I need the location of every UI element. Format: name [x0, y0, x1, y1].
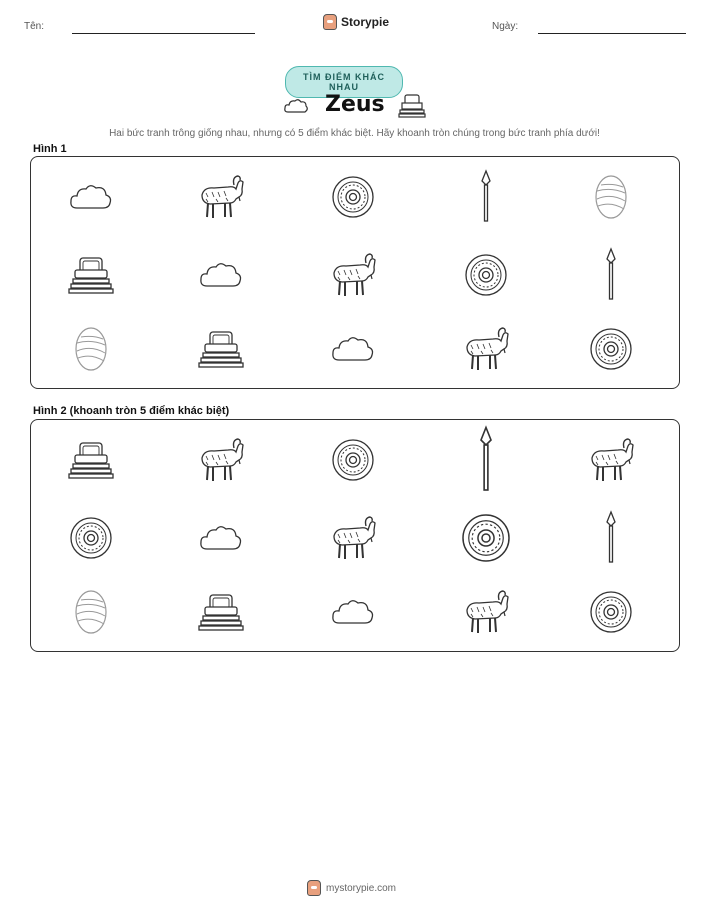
throne-icon[interactable]: [197, 592, 245, 632]
goat-icon[interactable]: [461, 588, 511, 636]
wool-ball-icon[interactable]: [73, 588, 109, 636]
shield-icon[interactable]: [330, 437, 376, 483]
logo-text: Storypie: [341, 15, 390, 29]
storypie-logo: [323, 14, 389, 30]
cloud-icon[interactable]: [198, 258, 244, 292]
shield-icon[interactable]: [330, 174, 376, 220]
shield-icon[interactable]: [588, 589, 634, 635]
goat-icon[interactable]: [328, 251, 378, 299]
wool-ball-icon[interactable]: [73, 325, 109, 373]
footer-mascot-icon: [307, 880, 321, 896]
goat-icon[interactable]: [461, 325, 511, 373]
spear-icon[interactable]: [601, 510, 621, 566]
date-label: Ngày:: [492, 21, 519, 32]
activity-tag: TÌM ĐIỂM KHÁC NHAU: [285, 66, 403, 98]
cloud-icon[interactable]: [68, 180, 114, 214]
throne-icon[interactable]: [197, 329, 245, 369]
shield-icon[interactable]: [460, 512, 513, 565]
spear-icon[interactable]: [601, 247, 621, 303]
instructions: Hai bức tranh trông giống nhau, nhưng có 5 điểm khác biệt. Hãy khoanh tròn chúng trong bức tranh phía dưới!: [109, 128, 600, 139]
spear-icon[interactable]: [474, 425, 499, 495]
title-cloud-icon: [283, 96, 309, 116]
name-label: Tên:: [24, 21, 45, 32]
throne-icon[interactable]: [67, 440, 115, 480]
panel-2-label: Hình 2 (khoanh tròn 5 điểm khác biệt): [33, 405, 230, 417]
footer: [307, 880, 396, 896]
cloud-icon[interactable]: [330, 595, 376, 629]
goat-icon[interactable]: [196, 436, 246, 484]
panel-1-label: Hình 1: [33, 143, 67, 155]
panel-1[interactable]: [30, 156, 680, 389]
shield-icon[interactable]: [463, 252, 509, 298]
mascot-icon: [323, 14, 337, 30]
footer-site[interactable]: mystorypie.com: [326, 882, 397, 894]
goat-icon[interactable]: [328, 514, 378, 562]
worksheet-title: Zeus: [325, 92, 385, 117]
goat-icon[interactable]: [196, 173, 246, 221]
title-throne-icon: [398, 93, 426, 119]
shield-icon[interactable]: [68, 515, 114, 561]
shield-icon[interactable]: [588, 326, 634, 372]
cloud-icon[interactable]: [198, 521, 244, 555]
wool-ball-icon[interactable]: [593, 173, 629, 221]
throne-icon[interactable]: [67, 255, 115, 295]
spear-icon[interactable]: [476, 169, 496, 225]
panel-2[interactable]: [30, 419, 680, 652]
goat-icon[interactable]: [586, 436, 636, 484]
name-line[interactable]: [72, 33, 255, 34]
date-line[interactable]: [538, 33, 686, 34]
cloud-icon[interactable]: [330, 332, 376, 366]
